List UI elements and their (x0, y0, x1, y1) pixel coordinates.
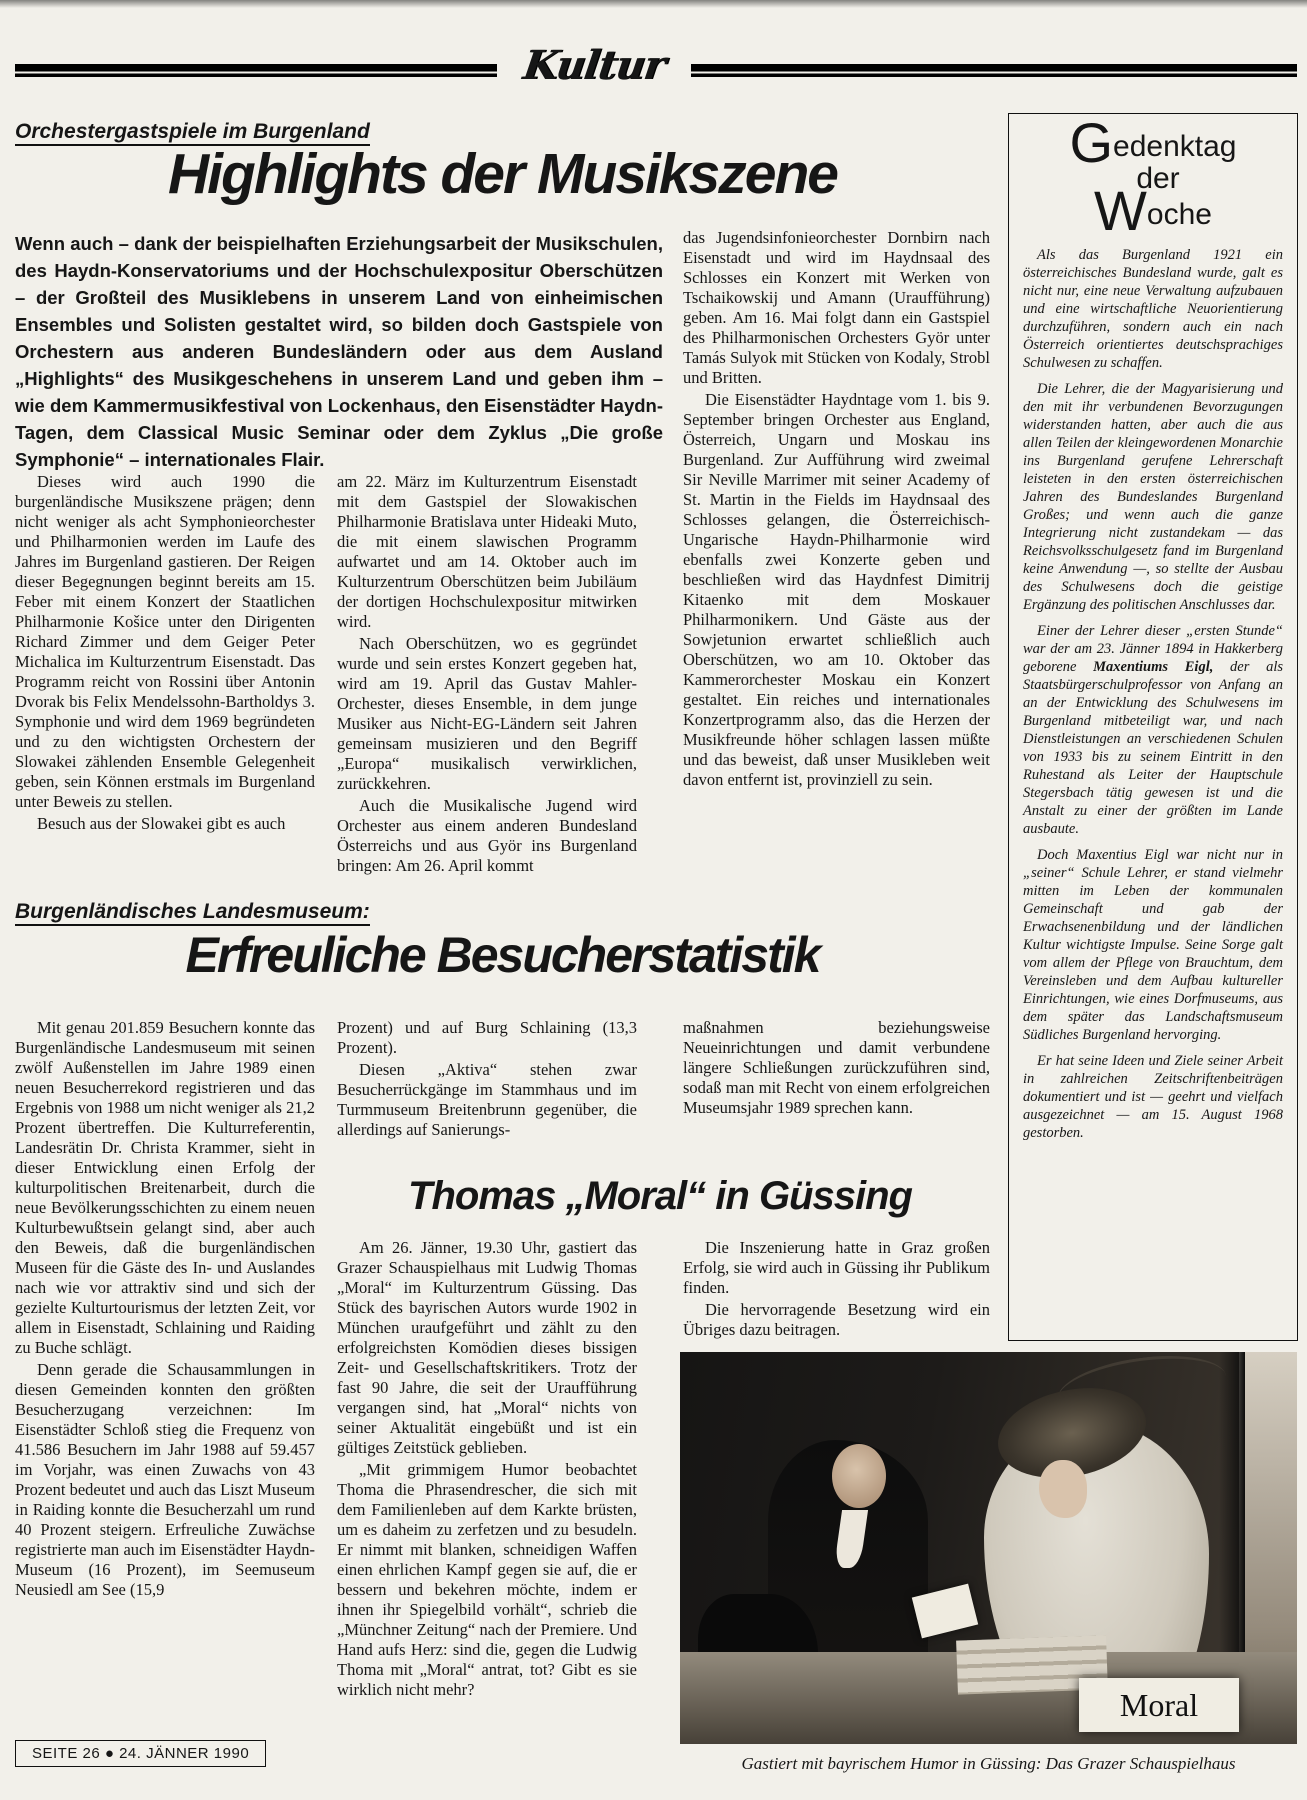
article2-column2 (337, 1018, 637, 1173)
sidebar-p3-bold-name: Maxentiums Eigl, (1093, 659, 1214, 675)
article2-kicker (15, 900, 370, 924)
article1-lead: Wenn auch – dank der beispielhaften Erziehungsarbeit der Musikschulen, des Haydn-Konservatoriums und der Hochschulexpositur Oberschützen – der Großteil des Musiklebens in unserem Land von einheimischen Ensembles und Solisten gestaltet wird, so bilden doch Gastspiele von Orchestern aus anderen Bundesländern oder aus dem Ausland „Highlights“ des Musikgeschehens in unserem Land und geben ihm – wie dem Kammermusikfestival von Lockenhaus, den Eisenstädter Haydn-Tagen, dem Classical Music Seminar oder dem Zyklus „Die große Symphonie“ – internationales Flair. (15, 233, 663, 470)
paragraph: Dieses wird auch 1990 die burgenländische Musikszene prägen; denn nicht weniger als acht Symphonieorchester und Philharmonien werden im Laufe des Jahres im Burgenland gastieren. Der Reigen dieser Begegnungen beginnt bereits am 15. Feber mit einem Konzert der Staatlichen Philharmonie Košice unter den Dirigenten Richard Zimmer und dem Geiger Peter Michalica im Kulturzentrum Eisenstadt. Das Programm reicht von Rossini über Antonin Dvorak bis Felix Mendelssohn-Bartholdys 3. Symphonie und wird dem 1969 begründeten und zu den wichtigsten Orchestern der Slowakei zählenden Ensemble Gelegenheit geben, sein Können erstmals im Burgenland unter Beweis zu stellen. (15, 472, 315, 811)
section-header (15, 42, 1297, 94)
sidebar-title-line1: edenktag (1113, 130, 1237, 163)
paragraph: Prozent) und auf Burg Schlaining (13,3 Prozent). (337, 1018, 637, 1057)
paragraph: maßnahmen beziehungsweise Neueinrichtungen und damit verbundene längere Schließungen zurückzuführen sind, sodaß man mit Recht von einem erfolgreichen Museumsjahr 1989 sprechen kann. (683, 1018, 990, 1117)
sidebar-p3-after: der als Staatsbürgerschulprofessor von Anfang an an der Entwicklung des Schulwesens im Burgenland mitbeteiligt war, und nach Dienstleistungen an verschiedenen Schulen von 1933 bis zu seinem Eintritt in den Ruhestand als Leiter der Hauptschule Stegersbach tätig gewesen ist und die Anstalt zu einer der größten im Lande ausbaute. (1023, 659, 1283, 837)
sidebar-p3-before: Einer der Lehrer dieser „ersten Stunde“ war der am 23. Jänner 1894 in Hakkerberg geborene (1023, 623, 1283, 675)
article1-column3 (683, 228, 990, 896)
paragraph: „Mit grimmigem Humor beobachtet Thoma die Phrasendrescher, die sich mit dem Familienleben auf dem Karkte brüsten, um es daheim zu zerfetzen und zu besudeln. Er nimmt mit blanken, schneidigen Waffen einen ehrlichen Kampf gegen sie auf, die er bessern und bekehren möchte, indem er ihnen ihr Spiegelbild vorhält“, schrieb die „Münchner Zeitung“ nach der Premiere. Und Hand aufs Herz: sind die, gegen die Ludwig Thoma mit „Moral“ antrat, tot? Gibt es sie wirklich nicht mehr? (337, 1460, 637, 1699)
article2-kicker-label: Burgenländisches Landesmuseum: (15, 900, 370, 926)
paragraph: Am 26. Jänner, 19.30 Uhr, gastiert das Grazer Schauspielhaus mit Ludwig Thomas „Moral“ im Kulturzentrum Güssing. Das Stück des bayrischen Autors wurde 1902 in München uraufgeführt und zählt zu den erfolgreichsten Komödien dieses bissigen Zeit- und Gesellschaftskritikers. Trotz der fast 90 Jahre, die seit der Uraufführung vergangen sind, hat „Moral“ nichts von seiner Aktualität eingebüßt und ist ein gültiges Zeitstück geblieben. (337, 1238, 637, 1457)
article3-column1 (337, 1238, 637, 1793)
paragraph: Die hervorragende Besetzung wird ein Übriges dazu beitragen. (683, 1300, 990, 1339)
sidebar-title-line2: der (1136, 162, 1180, 195)
article1-column2 (337, 472, 637, 892)
article1-kicker-label: Orchestergastspiele im Burgenland (15, 120, 370, 146)
paragraph: Die Inszenierung hatte in Graz großen Erfolg, sie wird auch in Güssing ihr Publikum finden. (683, 1238, 990, 1297)
actor-face (832, 1444, 886, 1508)
paragraph: Als das Burgenland 1921 ein österreichisches Bundesland wurde, galt es nicht nur, eine neue Verwaltung aufzubauen und eine wirtschaftliche Neuorientierung durchzuführen, sondern auch ein nach Österreich orientiertes deutschsprachiges Schulwesen zu schaffen. (1023, 247, 1283, 371)
paragraph: Die Eisenstädter Haydntage vom 1. bis 9. September bringen Orchester aus England, Österreich, Ungarn und Moskau ins Burgenland. Zur Aufführung wird zweimal Sir Neville Marrimer mit seiner Academy of St. Martin in the Fields im Haydnsaal des Schlosses gelangen, die Österreichisch-Ungarische Haydn-Philharmonie wird ebenfalls zwei Konzerte geben und beschließen wird das Haydnfest Dimitrij Kitaenko mit dem Moskauer Philharmonikern. Und Gäste aus der Sowjetunion erwartet schließlich auch Oberschützen, wo am 10. Oktober das Kammerorchester Moskau ein Konzert gestaltet. Ein reiches und internationales Konzertprogramm also, das die Herzen der Musikfreunde höher schlagen lassen müßte und das beweist, daß unser Musikleben weit davon entfernt ist, provinziell zu sein. (683, 390, 990, 789)
article1-kicker (15, 120, 370, 144)
moral-sign: Moral (1079, 1678, 1239, 1732)
sidebar-title-line3: oche (1146, 198, 1212, 231)
paragraph: Mit genau 201.859 Besuchern konnte das Burgenländische Landesmuseum mit seinen zwölf Außenstellen im Jahre 1989 einen neuen Besucherrekord registrieren und das Ergebnis von 1988 um nicht weniger als 21,2 Prozent übertreffen. Die Kulturreferentin, Landesrätin Dr. Christa Krammer, sieht in dieser Entwicklung einen Erfolg der kulturpolitischen Breitenarbeit, durch die neue Bevölkerungsschichten zu einem neuen Kulturbewußtsein gelangt sind, aber auch den Beweis, daß die burgenländischen Museen für die Gäste des In- und Auslandes nach wie vor attraktiv sind und sich der gezielte Kulturtourismus der letzten Zeit, vor allem in Eisenstadt, Schlaining und Raiding zu Buche schlägt. (15, 1018, 315, 1357)
theatre-photo (680, 1352, 1297, 1744)
sidebar-title-initial-w: W (1094, 179, 1147, 242)
paragraph: Nach Oberschützen, wo es gegründet wurde und sein erstes Konzert gegeben hat, wird am 19. April das Gustav Mahler-Orchester, dieses Ensemble, in dem junge Musiker aus Nicht-EG-Ländern seit Jahren gemeinsam musizieren und den Begriff „Europa“ musikalisch verwirklichen, zurückkehren. (337, 634, 637, 793)
paragraph: Diesen „Aktiva“ stehen zwar Besucherrückgänge im Stammhaus und im Turmmuseum Breitenbrunn gegenüber, die allerdings auf Sanierungs- (337, 1060, 637, 1139)
article3-column2 (683, 1238, 990, 1348)
article1-column1 (15, 472, 315, 892)
page-top-edge (0, 0, 1307, 8)
sidebar-gedenktag (1008, 113, 1298, 1341)
page-footer: SEITE 26 ● 24. JÄNNER 1990 (15, 1740, 266, 1767)
actress-face (1039, 1460, 1087, 1518)
paragraph: Die Lehrer, die der Magyarisierung und den mit ihr verbundenen Bevorzugungen widerstanden hatten, aber auch die aus allen Teilen der kleingewordenen Monarchie ins Burgenland gerufene Lehrerschaft leisteten in den ersten österreichischen Jahren des Bundeslandes Burgenland Großes; und wenn auch die ganze Integrierung nicht zustandekam — das Reichsvolksschulgesetz fand im Burgenland keine Anwendung —, so stellte der Ausbau des Schulwesens doch die geistige Ergänzung des politischen Anschlusses dar. (1023, 381, 1283, 613)
sidebar-title (1023, 113, 1283, 242)
section-logo: Kultur (520, 42, 668, 89)
article3-headline: Thomas „Moral“ in Güssing (408, 1174, 912, 1218)
paragraph (1023, 622, 1283, 838)
paragraph: das Jugendsinfonieorchester Dornbirn nach Eisenstadt und wird im Haydnsaal des Schlosses ein Konzert mit Werken von Tschaikowskij und Amann (Uraufführung) geben. Am 16. Mai folgt dann ein Gastspiel des Philharmonischen Orchesters Györ unter Tamás Sulyok mit Stücken von Kodaly, Strobl und Britten. (683, 228, 990, 387)
header-rule-left (15, 64, 497, 77)
article2-column3 (683, 1018, 990, 1168)
sidebar-title-initial-g: G (1069, 113, 1114, 174)
header-rule-right (691, 64, 1297, 77)
paragraph: Er hat seine Ideen und Ziele seiner Arbeit in zahlreichen Zeitschriftenbeiträgen dokumentiert und ist — geehrt und vielfach ausgezeichnet — am 15. August 1968 gestorben. (1023, 1053, 1283, 1141)
article2-headline: Erfreuliche Besucherstatistik (185, 927, 820, 983)
paragraph: Doch Maxentius Eigl war nicht nur in „seiner“ Schule Lehrer, er stand vielmehr mitten im Leben der kommunalen Gemeinschaft und gab der Erwachsenenbildung und der ländlichen Kultur wichtigste Impulse. Seine Sorge galt vom allem der Pflege von Brauchtum, dem Vereinsleben und dem Aufbau kultureller Einrichtungen, wie eines Dorfmuseums, aus dem später das Landschaftsmuseum Südliches Burgenland hervorging. (1023, 847, 1283, 1043)
paragraph: Besuch aus der Slowakei gibt es auch (37, 814, 286, 833)
article1-headline: Highlights der Musikszene (168, 142, 837, 206)
paragraph: am 22. März im Kulturzentrum Eisenstadt mit dem Gastspiel der Slowakischen Philharmonie Bratislava unter Hideaki Muto, die mit einem slawischen Programm aufwartet und am 14. Oktober auch im Kulturzentrum Oberschützen beim Jubiläum der dortigen Hochschulexpositur mitwirken wird. (337, 472, 637, 631)
paragraph: Denn gerade die Schausammlungen in diesen Gemeinden konnten den größten Besucherzugang verzeichnen: Im Eisenstädter Schloß stieg die Frequenz von 41.586 Besuchern im Jahr 1988 auf 59.457 im Vorjahr, was einen Zuwachs von 43 Prozent bedeutet und auch das Liszt Museum in Raiding konnte die Besucherzahl um rund 40 Prozent steigern. Erfreuliche Zuwächse registrierte man auch im Eisenstädter Haydn-Museum (16 Prozent), im Seemuseum Neusiedl am See (15,9 (15, 1360, 315, 1599)
paragraph: Auch die Musikalische Jugend wird Orchester aus einem anderen Bundesland Österreichs und aus Györ ins Burgenland bringen: Am 26. April kommt (337, 796, 637, 875)
photo-caption: Gastiert mit bayrischem Humor in Güssing: Das Grazer Schauspielhaus (741, 1754, 1236, 1773)
article2-column1 (15, 1018, 315, 1733)
